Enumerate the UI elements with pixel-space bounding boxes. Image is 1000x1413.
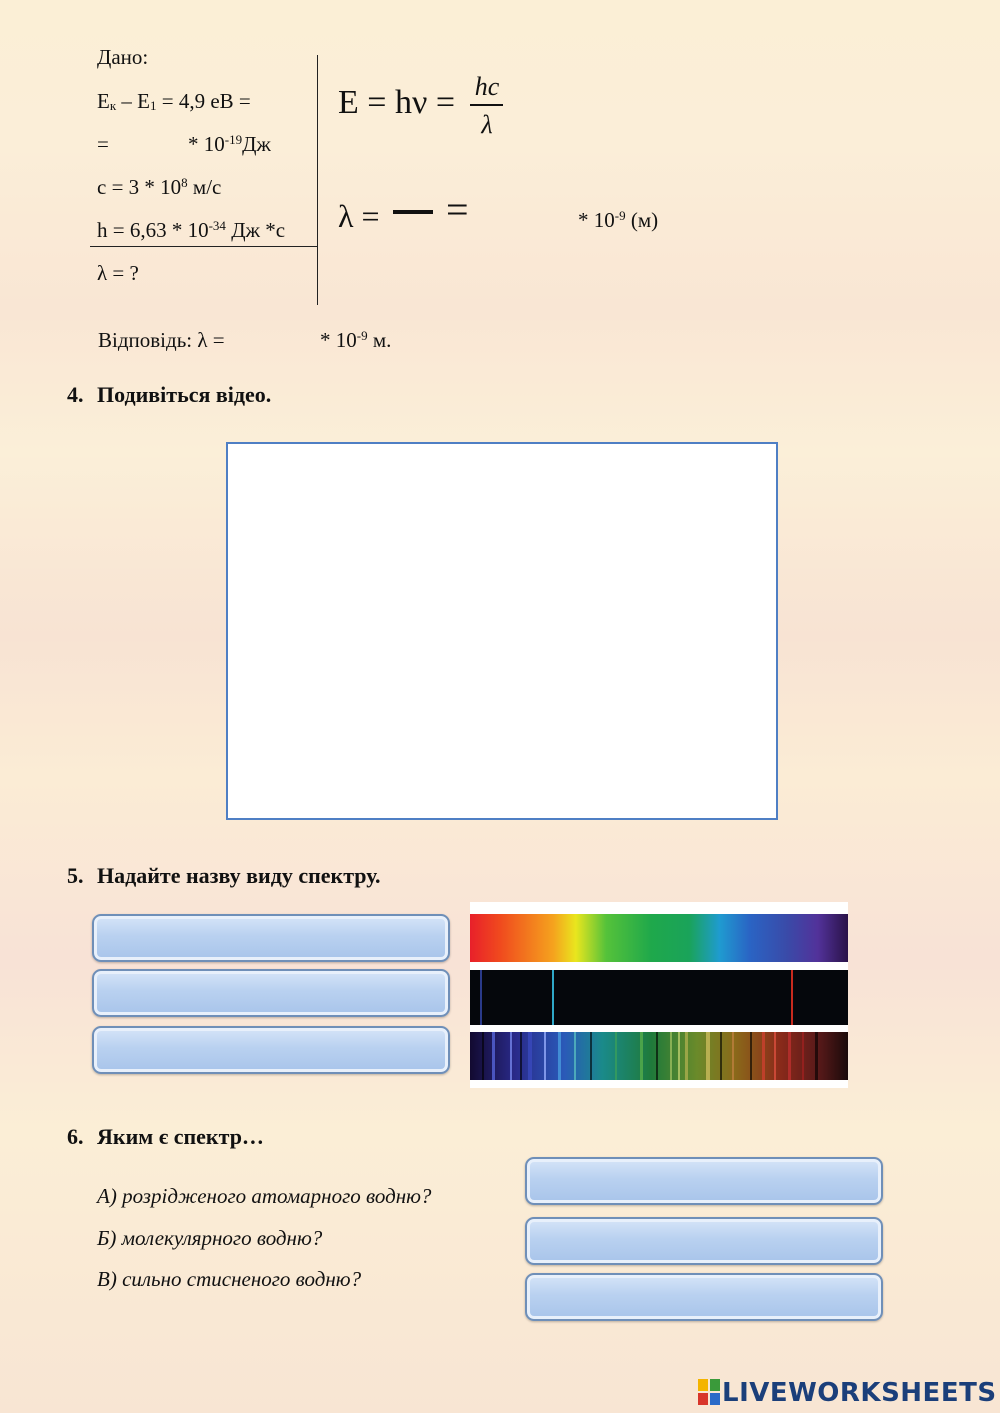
task4-number: 4.	[67, 382, 84, 407]
given-title: Дано:	[97, 45, 149, 69]
lambda-formula-equals: =	[446, 187, 469, 232]
lambda-fraction-bar	[393, 210, 433, 214]
answer-exp: -9	[356, 328, 368, 343]
given-planck-constant	[97, 220, 285, 241]
given-energy-difference	[97, 91, 251, 112]
spectrum-type-answer-3[interactable]	[92, 1026, 450, 1074]
spectrum-type-answer-1[interactable]	[92, 914, 450, 962]
emission-line-red	[791, 970, 793, 1025]
given-speed-of-light	[97, 177, 221, 198]
task4-heading: Подивіться відео.	[97, 382, 272, 407]
given-sub-1: 1	[149, 98, 157, 113]
lambda-result	[578, 210, 658, 231]
formula-numerator: hc	[474, 72, 500, 101]
given-c-mult: c = 3 * 10	[97, 175, 182, 199]
given-c-unit: м/с	[187, 175, 222, 199]
task5-heading: Надайте назву виду спектру.	[97, 863, 381, 888]
given-divider-horizontal	[90, 246, 318, 247]
absorption-spectrum	[470, 1032, 848, 1080]
spectrum-answer-a[interactable]	[525, 1157, 883, 1205]
formula-denominator: λ	[481, 110, 493, 139]
given-unknown: λ = ?	[97, 261, 139, 285]
given-h-unit: Дж *с	[225, 218, 286, 242]
given-equals: =	[97, 132, 109, 156]
spectrum-answer-b[interactable]	[525, 1217, 883, 1265]
continuous-spectrum	[470, 914, 848, 962]
given-energy-value: = 4,9 еВ =	[156, 89, 251, 113]
answer-mult: * 10	[320, 328, 357, 352]
task5-number: 5.	[67, 863, 84, 888]
given-joule-exp: -19	[224, 132, 243, 147]
spectrum-type-answer-2[interactable]	[92, 969, 450, 1017]
given-joule-conversion	[188, 134, 271, 155]
lambda-result-mult: * 10	[578, 208, 615, 232]
given-divider-vertical	[317, 55, 318, 305]
video-player[interactable]	[226, 442, 778, 820]
answer-unit: м.	[367, 328, 392, 352]
given-energy-e: E	[97, 89, 110, 113]
lambda-result-exp: -9	[614, 208, 626, 223]
given-h-exp: -34	[208, 218, 226, 233]
given-c-exp: 8	[181, 175, 188, 190]
given-h-mult: h = 6,63 * 10	[97, 218, 209, 242]
emission-line-violet	[480, 970, 482, 1025]
given-joule-mult: * 10	[188, 132, 225, 156]
task6-item-c: В) сильно стисненого водню?	[97, 1267, 362, 1291]
given-sub-k: к	[109, 98, 117, 113]
formula-fraction-bar	[470, 104, 503, 106]
liveworksheets-mark-icon	[698, 1379, 720, 1405]
task6-heading: Яким є спектр…	[97, 1124, 264, 1149]
absorption-spectrum-svg	[470, 1032, 848, 1080]
task6-number: 6.	[67, 1124, 84, 1149]
emission-spectrum	[470, 970, 848, 1025]
lambda-result-unit: (м)	[625, 208, 659, 232]
given-energy-minus: – E	[116, 89, 150, 113]
answer-tail	[320, 330, 391, 351]
answer-label: Відповідь: λ =	[98, 328, 225, 352]
liveworksheets-logo-text: LIVEWORKSHEETS	[722, 1378, 997, 1408]
emission-line-cyan	[552, 970, 554, 1025]
given-joule-unit: Дж	[242, 132, 271, 156]
task6-item-a: А) розрідженого атомарного водню?	[97, 1184, 432, 1208]
energy-formula: E = hν =	[338, 84, 455, 121]
spectra-image	[470, 902, 848, 1088]
spectrum-answer-c[interactable]	[525, 1273, 883, 1321]
task6-item-b: Б) молекулярного водню?	[97, 1226, 323, 1250]
lambda-formula-lhs: λ =	[338, 198, 380, 234]
liveworksheets-logo	[698, 1378, 997, 1408]
